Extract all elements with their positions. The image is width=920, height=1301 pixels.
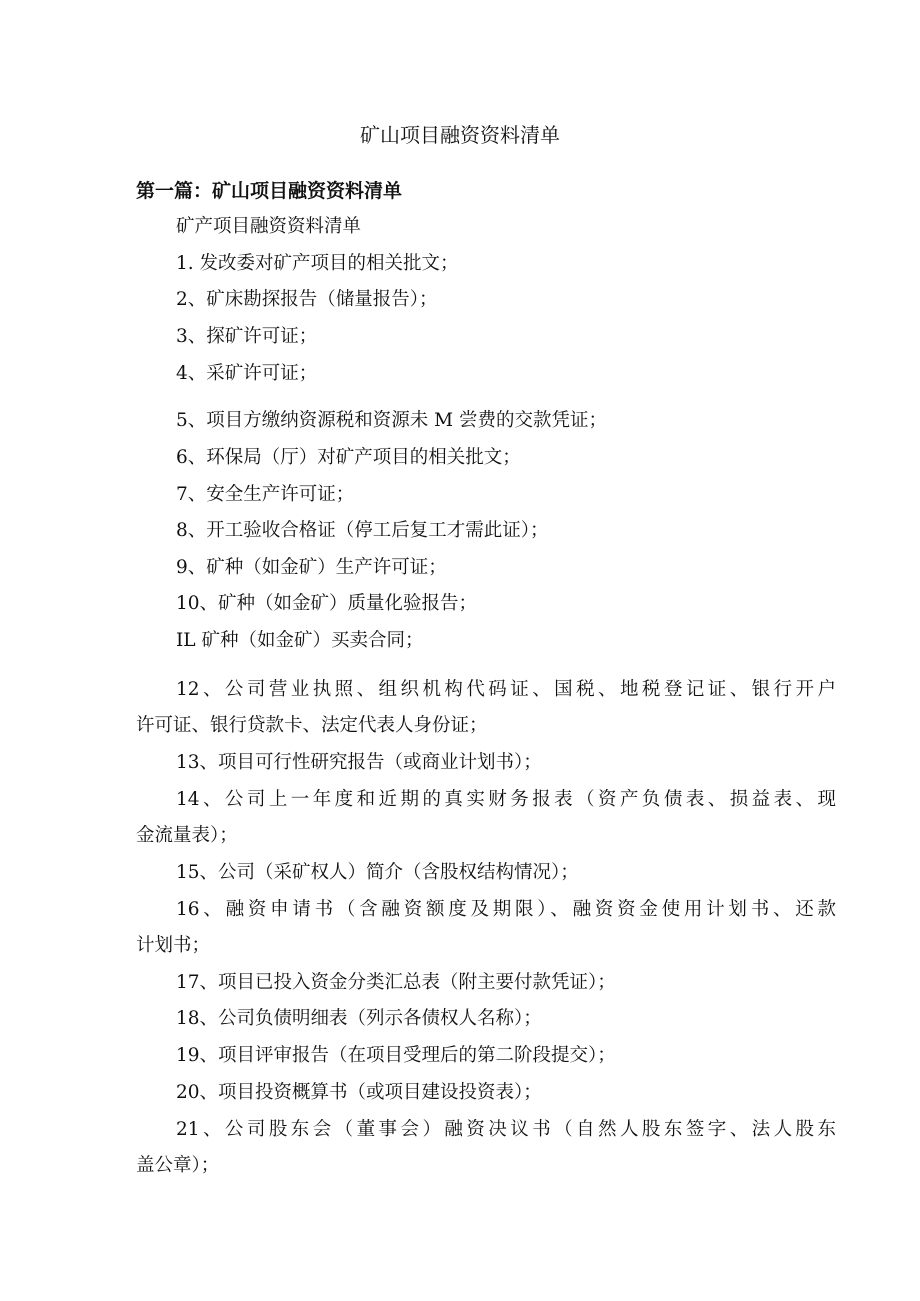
list-item: 13、项目可行性研究报告（或商业计划书）； [176, 752, 542, 773]
list-item: 19、项目评审报告（在项目受理后的第二阶段提交）； [176, 1045, 616, 1066]
list-item-continuation: 盖公章）； [136, 1155, 220, 1176]
subtitle: 矿产项目融资资料清单 [176, 216, 362, 237]
list-item: 16、融资申请书（含融资额度及期限）、融资资金使用计划书、还款 [176, 899, 836, 920]
list-item: 15、公司（采矿权人）简介（含股权结构情况）； [176, 862, 579, 883]
list-item: 7、安全生产许可证； [176, 484, 355, 505]
list-item: 17、项目已投入资金分类汇总表（附主要付款凭证）； [176, 972, 616, 993]
list-item: 6、环保局（厅）对矿产项目的相关批文； [176, 447, 521, 468]
list-item: 4、采矿许可证； [176, 363, 318, 384]
section-heading: 第一篇：矿山项目融资资料清单 [136, 180, 403, 202]
list-item: 10、矿种（如金矿）质量化验报告； [176, 593, 478, 614]
list-item-continuation: 计划书； [136, 935, 211, 956]
list-item-continuation: 金流量表）； [136, 825, 238, 846]
list-item: 14、公司上一年度和近期的真实财务报表（资产负债表、损益表、现 [176, 789, 836, 810]
list-item: IL 矿种（如金矿）买卖合同； [176, 630, 424, 651]
list-item: 8、开工验收合格证（停工后复工才需此证）； [176, 520, 549, 541]
list-item: 9、矿种（如金矿）生产许可证； [176, 557, 447, 578]
list-item: 3、探矿许可证； [176, 326, 318, 347]
list-item: 2、矿床勘探报告（储量报告）； [176, 289, 438, 310]
list-item: 1. 发改委对矿产项目的相关批文； [176, 253, 459, 274]
list-item: 5、项目方缴纳资源税和资源未 M 尝费的交款凭证； [176, 410, 607, 431]
list-item: 18、公司负债明细表（列示各债权人名称）； [176, 1008, 542, 1029]
list-item: 12、公司营业执照、组织机构代码证、国税、地税登记证、银行开户 [176, 679, 836, 700]
list-item: 21、公司股东会（董事会）融资决议书（自然人股东签字、法人股东 [176, 1119, 836, 1140]
list-item: 20、项目投资概算书（或项目建设投资表）； [176, 1082, 542, 1103]
document-title: 矿山项目融资资料清单 [360, 123, 560, 147]
list-item-continuation: 许可证、银行贷款卡、法定代表人身份证； [136, 715, 488, 736]
